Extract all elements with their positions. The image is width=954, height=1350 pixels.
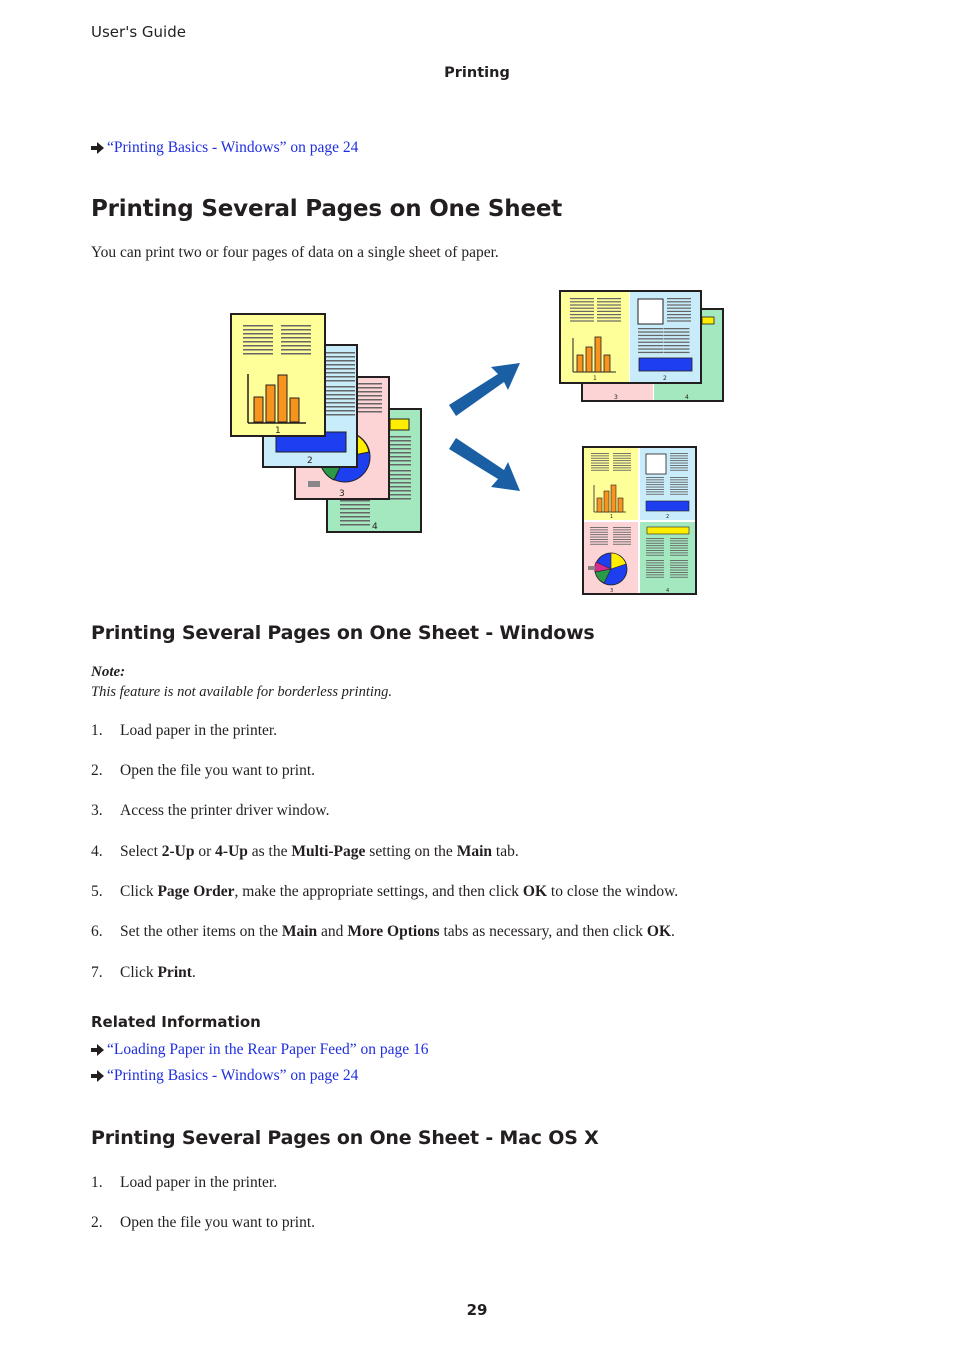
list-item: 5. Click Page Order, make the appropriate settings, and then click OK to close the window. [91, 883, 679, 900]
list-item: 6. Set the other items on the Main and More Options tabs as necessary, and then click OK. [91, 923, 675, 940]
link-printing-basics-windows[interactable]: “Printing Basics - Windows” on page 24 [107, 1067, 359, 1084]
page-number-3: 3 [339, 489, 345, 499]
arrow-down-right-icon [449, 438, 520, 491]
related-information-label: Related Information [91, 1013, 261, 1031]
page-title: Printing Several Pages on One Sheet [91, 196, 563, 222]
arrow-up-right-icon [449, 363, 520, 416]
list-item: 3. Access the printer driver window. [91, 802, 330, 819]
running-header-section: Printing [444, 65, 510, 81]
four-up-result [583, 447, 696, 594]
svg-text:3: 3 [610, 588, 614, 594]
list-item: 1. Load paper in the printer. [91, 1174, 278, 1191]
page-number: 29 [466, 1301, 488, 1319]
list-item: 7. Click Print. [91, 964, 196, 981]
note-label: Note: [91, 664, 126, 680]
svg-text:3: 3 [614, 394, 618, 401]
page-number-1: 1 [275, 426, 281, 436]
related-link-row [91, 1067, 358, 1087]
svg-text:1: 1 [610, 514, 614, 520]
arrow-right-icon [91, 1043, 107, 1061]
running-header-guide: User's Guide [91, 23, 186, 41]
page-number-2: 2 [307, 456, 313, 466]
link-printing-basics-windows[interactable]: “Printing Basics - Windows” on page 24 [107, 139, 359, 156]
svg-text:4: 4 [666, 588, 670, 594]
section-heading-windows: Printing Several Pages on One Sheet - Windows [91, 622, 595, 644]
related-link-row [91, 1041, 429, 1061]
arrow-right-icon [91, 1069, 107, 1087]
list-item: 2. Open the file you want to print. [91, 1214, 315, 1231]
two-up-result [560, 291, 723, 401]
page-1 [231, 314, 325, 436]
section-heading-mac: Printing Several Pages on One Sheet - Mac OS X [91, 1127, 599, 1149]
list-item: 2. Open the file you want to print. [91, 762, 315, 779]
list-item: 1. Load paper in the printer. [91, 722, 278, 739]
svg-text:1: 1 [593, 375, 597, 382]
svg-text:2: 2 [663, 375, 667, 382]
multi-page-illustration [0, 0, 954, 620]
note-text: This feature is not available for borderless printing. [91, 684, 393, 700]
svg-text:2: 2 [666, 514, 670, 520]
page-number-4: 4 [372, 522, 378, 532]
list-item: 4. Select 2-Up or 4-Up as the Multi-Page setting on the Main tab. [91, 843, 519, 860]
svg-text:4: 4 [685, 394, 689, 401]
link-loading-paper-rear-feed[interactable]: “Loading Paper in the Rear Paper Feed” on page 16 [107, 1041, 429, 1058]
intro-paragraph: You can print two or four pages of data on a single sheet of paper. [91, 244, 499, 261]
